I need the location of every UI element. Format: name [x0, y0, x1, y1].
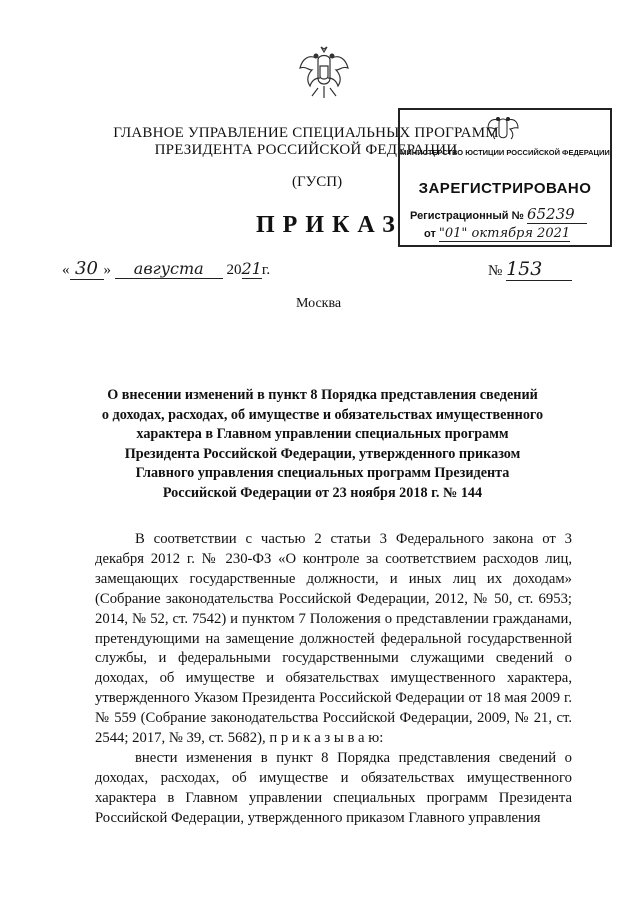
order-year-g: г. [261, 262, 271, 278]
order-month: августа [115, 259, 223, 279]
registration-stamp [398, 108, 612, 247]
order-number [488, 258, 572, 281]
order-title [95, 386, 550, 503]
body-paragraph-order: внести изменения в пункт 8 Порядка представления сведений о доходах, расходах, об имуществе и обязательствах имущественного характера в Главном управлении специальных программ Президента Российской Федерации, утвержденного приказом Главного управления [95, 749, 572, 826]
stamp-ministry: МИНИСТЕРСТВО ЮСТИЦИИ РОССИЙСКОЙ ФЕДЕРАЦИИ [400, 148, 610, 157]
order-year-prefix: 20 [226, 262, 242, 278]
title-line: Российской Федерации от 23 ноября 2018 г. № 144 [162, 484, 483, 501]
coat-of-arms-emblem-icon [296, 44, 352, 104]
stamp-status: ЗАРЕГИСТРИРОВАНО [418, 180, 592, 197]
title-line: характера в Главном управлении специальных программ [136, 426, 509, 442]
order-date [62, 258, 270, 280]
stamp-date-line [424, 226, 570, 242]
organization-abbreviation: (ГУСП) [292, 174, 343, 190]
document-type-title: ПРИКАЗ [256, 212, 403, 238]
order-city: Москва [296, 296, 342, 311]
stamp-date-prefix: от [424, 228, 436, 240]
stamp-date-value: "01" октября 2021 [438, 226, 571, 241]
body-paragraph-preamble: В соответствии с частью 2 статьи 3 Федерального закона от 3 декабря 2012 г. № 230-ФЗ «О контроле за соответствием расходов лиц, замещающих государственные должности, и иных лиц их доходам» (Собрание законодательства Российской Федерации, 2012, № 50, ст. 6953; 2014, № 52, ст. 7542) и пунктом 7 Положения о представлении гражданами, претендующими на замещение должностей федеральной государственной службы, и федеральными государственными служащими сведений о доходах, об имуществе и обязательствах имущественного характера, утвержденного Указом Президента Российской Федерации от 18 мая 2009 г. № 559 (Собрание законодательства Российской Федерации, 2009, № 21, ст. 2544; 2017, № 39, ст. 5682), п р и к а з ы в а ю: [95, 531, 572, 747]
title-line: о доходах, расходах, об имуществе и обязательствах имущественного [101, 406, 544, 423]
order-number-label: № [488, 263, 503, 279]
stamp-registration-line [410, 205, 587, 224]
order-number-value: 153 [506, 258, 572, 281]
stamp-registration-label: Регистрационный № [410, 210, 524, 222]
order-day: 30 [70, 258, 104, 280]
stamp-registration-number: 65239 [527, 205, 587, 224]
organization-name-line1: ГЛАВНОЕ УПРАВЛЕНИЕ СПЕЦИАЛЬНЫХ ПРОГРАММ [113, 125, 499, 141]
date-quote-close: » [103, 262, 111, 278]
title-line: Главного управления специальных программ Президента [135, 465, 510, 481]
order-body [95, 530, 572, 829]
organization-name-line2: ПРЕЗИДЕНТА РОССИЙСКОЙ ФЕДЕРАЦИИ [154, 142, 458, 158]
date-quote-open: « [62, 262, 70, 278]
title-line: Президента Российской Федерации, утвержденного приказом [124, 445, 521, 462]
stamp-emblem-icon [486, 112, 520, 146]
title-line: О внесении изменений в пункт 8 Порядка представления сведений [107, 387, 538, 403]
order-year-suffix: 21 [241, 259, 262, 278]
